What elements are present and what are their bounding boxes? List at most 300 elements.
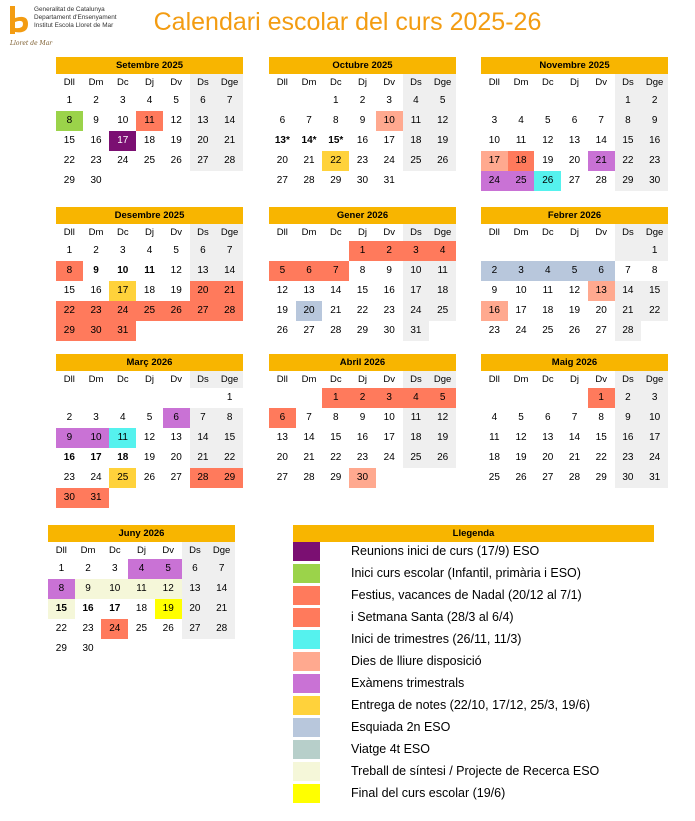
day-cell: 1 (66, 95, 73, 106)
day-cell: 15 (216, 428, 243, 448)
legend-label: Esquiada 2n ESO (351, 720, 451, 734)
day-cell: 18 (403, 428, 430, 448)
day-cell: 30 (90, 175, 102, 186)
weekday-label: Dge (641, 74, 668, 91)
weekday-label: Dv (163, 224, 190, 241)
day-cell: 28 (208, 619, 235, 639)
weekday-label: Dge (429, 224, 456, 241)
day-cell: 25 (135, 623, 148, 634)
day-cell: 12 (143, 432, 156, 443)
month-days-grid (481, 224, 668, 341)
day-cell: 21 (303, 452, 315, 463)
weekday-label: Dm (296, 74, 323, 91)
day-cell: 11 (515, 135, 527, 146)
month-days-grid (269, 224, 456, 341)
day-cell: 10 (376, 111, 403, 131)
day-cell: 2 (66, 412, 73, 423)
legend (293, 525, 654, 806)
day-cell: 10 (515, 285, 527, 296)
day-cell (588, 91, 615, 111)
month-title: Febrer 2026 (481, 207, 668, 224)
day-cell (481, 388, 508, 408)
day-cell: 26 (162, 623, 174, 634)
legend-item (293, 586, 654, 608)
weekday-label: Dll (269, 74, 296, 91)
weekday-label: Dm (75, 542, 102, 559)
day-cell: 25 (429, 301, 456, 321)
day-cell: 13* (274, 135, 290, 146)
weekday-label: Dj (136, 224, 163, 241)
day-cell: 16 (615, 428, 642, 448)
day-cell: 25 (403, 448, 430, 468)
day-cell (109, 488, 136, 508)
day-cell: 1 (349, 241, 376, 261)
day-cell (269, 91, 296, 111)
day-cell: 3 (120, 95, 126, 106)
day-cell: 5 (173, 245, 179, 256)
day-cell: 23 (63, 472, 75, 483)
legend-item (293, 542, 654, 564)
weekday-label: Ds (615, 371, 642, 388)
day-cell: 20 (542, 452, 554, 463)
day-cell: 30 (641, 171, 668, 191)
day-cell (216, 488, 243, 508)
day-cell (163, 171, 190, 191)
day-cell (561, 388, 588, 408)
day-cell: 20 (276, 452, 288, 463)
weekday-label: Dc (109, 74, 136, 91)
day-cell: 3 (376, 388, 403, 408)
month-title: Maig 2026 (481, 354, 668, 371)
day-cell: 20 (190, 131, 217, 151)
weekday-label: Dv (588, 74, 615, 91)
day-cell: 6 (163, 408, 190, 428)
day-cell: 24 (101, 619, 128, 639)
day-cell: 29 (216, 468, 243, 488)
month-calendar (56, 57, 243, 191)
day-cell: 9 (75, 579, 102, 599)
weekday-label: Dge (429, 371, 456, 388)
day-cell: 7 (322, 261, 349, 281)
day-cell (296, 241, 323, 261)
day-cell: 17 (481, 151, 508, 171)
day-cell: 24 (117, 155, 129, 166)
day-cell: 7 (208, 559, 235, 579)
weekday-label: Dj (349, 224, 376, 241)
day-cell (56, 388, 83, 408)
day-cell (136, 171, 163, 191)
day-cell: 14 (595, 135, 607, 146)
day-cell: 25 (403, 151, 430, 171)
weekday-label: Dm (508, 371, 535, 388)
day-cell: 22 (216, 448, 243, 468)
day-cell: 8 (216, 408, 243, 428)
weekday-label: Dc (534, 224, 561, 241)
day-cell (128, 639, 155, 659)
legend-swatch (293, 762, 320, 781)
weekday-label: Dc (101, 542, 128, 559)
day-cell: 24 (383, 452, 395, 463)
day-cell: 14 (615, 281, 642, 301)
day-cell: 29 (615, 171, 642, 191)
weekday-label: Ds (615, 224, 642, 241)
day-cell: 27 (276, 175, 288, 186)
day-cell: 26 (429, 151, 456, 171)
day-cell: 1 (588, 388, 615, 408)
day-cell: 24 (403, 301, 430, 321)
legend-label: Reunions inici de curs (17/9) ESO (351, 544, 540, 558)
day-cell: 1 (226, 392, 233, 403)
weekday-label: Dv (155, 542, 182, 559)
day-cell: 9 (359, 412, 366, 423)
day-cell: 24 (481, 171, 508, 191)
day-cell: 5 (429, 388, 456, 408)
day-cell: 12 (170, 115, 182, 126)
month-title: Març 2026 (56, 354, 243, 371)
month-title: Desembre 2025 (56, 207, 243, 224)
day-cell (182, 639, 209, 659)
logo-line: Generalitat de Catalunya (34, 6, 105, 13)
day-cell: 16 (481, 301, 508, 321)
day-cell: 22 (56, 301, 83, 321)
day-cell: 28 (216, 301, 243, 321)
day-cell: 23 (82, 623, 94, 634)
day-cell: 22 (641, 301, 668, 321)
weekday-label: Dj (561, 74, 588, 91)
legend-swatch (293, 696, 320, 715)
day-cell (561, 241, 588, 261)
weekday-label: Dv (163, 371, 190, 388)
day-cell: 31 (383, 175, 395, 186)
month-days-grid (56, 371, 243, 508)
day-cell: 4 (146, 95, 153, 106)
day-cell: 4 (518, 115, 524, 126)
day-cell: 12 (542, 135, 554, 146)
day-cell: 2 (641, 91, 668, 111)
legend-item (293, 696, 654, 718)
day-cell (269, 388, 296, 408)
day-cell: 19 (143, 452, 156, 463)
day-cell: 30 (82, 643, 94, 654)
day-cell: 13 (303, 285, 315, 296)
day-cell (136, 321, 163, 341)
day-cell (136, 488, 163, 508)
weekday-label: Dc (534, 74, 561, 91)
day-cell: 20 (568, 155, 581, 166)
month-calendar (269, 354, 456, 488)
weekday-label: Dm (83, 371, 110, 388)
day-cell: 28 (303, 175, 315, 186)
day-cell (136, 388, 163, 408)
legend-swatch (293, 674, 320, 693)
day-cell (561, 91, 588, 111)
weekday-label: Dge (216, 371, 243, 388)
day-cell: 8 (56, 261, 83, 281)
weekday-label: Dj (349, 74, 376, 91)
day-cell: 14 (568, 432, 581, 443)
day-cell: 9 (93, 115, 99, 126)
weekday-label: Dll (269, 224, 296, 241)
weekday-label: Dll (481, 224, 508, 241)
day-cell (508, 91, 535, 111)
day-cell: 14* (301, 135, 317, 146)
day-cell: 24 (641, 448, 668, 468)
day-cell: 29 (55, 643, 67, 654)
month-days-grid (48, 542, 235, 659)
month-days-grid (56, 74, 243, 191)
weekday-label: Dc (322, 74, 349, 91)
day-cell: 26 (568, 325, 581, 336)
month-calendar (56, 207, 243, 341)
day-cell (481, 91, 508, 111)
day-cell: 15 (63, 285, 75, 296)
day-cell: 29 (330, 175, 342, 186)
month-calendar (481, 207, 668, 341)
day-cell: 2 (93, 95, 99, 106)
day-cell (269, 241, 296, 261)
day-cell: 9 (386, 265, 392, 276)
day-cell: 27 (595, 325, 607, 336)
day-cell (109, 171, 136, 191)
weekday-label: Dge (216, 224, 243, 241)
day-cell: 1 (641, 241, 668, 261)
day-cell: 31 (403, 321, 430, 341)
day-cell: 5 (545, 115, 551, 126)
day-cell: 15 (641, 281, 668, 301)
day-cell: 5 (561, 261, 588, 281)
month-days-grid (269, 74, 456, 191)
day-cell: 11 (429, 261, 456, 281)
day-cell: 14 (216, 111, 243, 131)
day-cell: 11 (403, 111, 430, 131)
day-cell: 8 (333, 412, 339, 423)
day-cell: 16 (63, 452, 75, 463)
weekday-label: Ds (190, 74, 217, 91)
day-cell: 14 (330, 285, 342, 296)
day-cell: 4 (534, 261, 561, 281)
day-cell: 3 (120, 245, 126, 256)
legend-label: Inici de trimestres (26/11, 11/3) (351, 632, 522, 646)
legend-label: Dies de lliure disposició (351, 654, 482, 668)
day-cell: 18 (429, 281, 456, 301)
weekday-label: Ds (403, 371, 430, 388)
day-cell: 18 (403, 131, 430, 151)
weekday-label: Ds (190, 224, 217, 241)
page-title: Calendari escolar del curs 2025-26 (153, 8, 542, 36)
day-cell: 10 (641, 408, 668, 428)
month-calendar (481, 57, 668, 191)
day-cell: 19 (568, 305, 581, 316)
day-cell: 27 (568, 175, 581, 186)
day-cell: 21 (588, 151, 615, 171)
day-cell: 23 (83, 301, 110, 321)
day-cell: 28 (303, 472, 315, 483)
day-cell: 18 (508, 151, 535, 171)
day-cell: 6 (545, 412, 551, 423)
weekday-label: Dv (588, 224, 615, 241)
day-cell (615, 241, 642, 261)
day-cell: 28 (568, 472, 581, 483)
day-cell: 24 (515, 325, 527, 336)
weekday-label: Dge (641, 224, 668, 241)
day-cell: 30 (83, 321, 110, 341)
logo-signature: Lloret de Mar (10, 40, 53, 47)
day-cell: 15* (328, 135, 344, 146)
day-cell: 14 (303, 432, 315, 443)
day-cell: 17 (403, 281, 430, 301)
weekday-label: Ds (403, 224, 430, 241)
day-cell: 20 (276, 155, 288, 166)
logo-line: Institut Escola Lloret de Mar (34, 22, 114, 29)
day-cell: 15 (330, 432, 342, 443)
day-cell: 25 (136, 301, 163, 321)
weekday-label: Dv (588, 371, 615, 388)
day-cell: 17 (641, 428, 668, 448)
day-cell (534, 91, 561, 111)
day-cell: 2 (359, 95, 366, 106)
day-cell: 19 (276, 305, 288, 316)
legend-item (293, 762, 654, 784)
legend-swatch (293, 784, 320, 803)
day-cell: 2 (93, 245, 99, 256)
day-cell: 7 (306, 115, 312, 126)
day-cell: 10 (117, 265, 129, 276)
day-cell: 30 (615, 468, 642, 488)
day-cell: 18 (488, 452, 500, 463)
day-cell: 3 (641, 388, 668, 408)
day-cell: 22 (356, 305, 369, 316)
weekday-label: Dll (56, 371, 83, 388)
day-cell: 6 (279, 115, 286, 126)
day-cell: 25 (488, 472, 500, 483)
day-cell: 4 (403, 91, 430, 111)
day-cell: 8 (598, 412, 604, 423)
legend-label: Festius, vacances de Nadal (20/12 al 7/1) (351, 588, 582, 602)
day-cell (101, 639, 128, 659)
day-cell: 20 (296, 301, 323, 321)
day-cell: 15 (48, 599, 75, 619)
month-calendar (269, 57, 456, 191)
day-cell (208, 639, 235, 659)
day-cell: 1 (333, 95, 339, 106)
day-cell: 28 (190, 468, 217, 488)
month-title: Abril 2026 (269, 354, 456, 371)
legend-label: Entrega de notes (22/10, 17/12, 25/3, 19/6) (351, 698, 591, 712)
day-cell: 18 (135, 603, 148, 614)
day-cell (163, 488, 190, 508)
day-cell (190, 321, 217, 341)
day-cell: 11 (128, 579, 155, 599)
day-cell: 7 (571, 412, 578, 423)
day-cell: 29 (330, 472, 342, 483)
day-cell (429, 468, 456, 488)
day-cell: 22 (63, 155, 75, 166)
day-cell: 28 (330, 325, 342, 336)
day-cell: 25 (508, 171, 535, 191)
day-cell: 4 (491, 412, 498, 423)
legend-item (293, 564, 654, 586)
day-cell: 8 (333, 115, 339, 126)
day-cell: 18 (143, 285, 156, 296)
day-cell: 6 (571, 115, 578, 126)
day-cell: 3 (386, 95, 392, 106)
day-cell: 6 (269, 408, 296, 428)
legend-label: Exàmens trimestrals (351, 676, 465, 690)
day-cell: 15 (615, 131, 642, 151)
month-days-grid (481, 74, 668, 191)
day-cell: 1 (322, 388, 349, 408)
day-cell (163, 388, 190, 408)
day-cell: 27 (190, 151, 217, 171)
weekday-label: Dll (56, 74, 83, 91)
day-cell: 18 (143, 135, 156, 146)
day-cell: 21 (208, 599, 235, 619)
legend-item (293, 608, 654, 630)
day-cell: 3 (491, 115, 498, 126)
day-cell: 9 (359, 115, 366, 126)
day-cell: 5 (429, 91, 456, 111)
weekday-label: Dj (561, 371, 588, 388)
day-cell: 16 (356, 432, 369, 443)
day-cell: 31 (641, 468, 668, 488)
day-cell: 7 (306, 412, 312, 423)
day-cell: 16 (356, 135, 369, 146)
legend-item (293, 740, 654, 762)
day-cell: 26 (143, 472, 156, 483)
day-cell: 24 (90, 472, 102, 483)
day-cell (190, 171, 217, 191)
legend-label: Inici curs escolar (Infantil, primària i ESO) (351, 566, 581, 580)
day-cell: 15 (595, 432, 607, 443)
day-cell: 23 (90, 155, 102, 166)
day-cell (155, 639, 182, 659)
day-cell: 11 (542, 285, 553, 296)
day-cell (403, 171, 430, 191)
legend-item (293, 784, 654, 806)
day-cell: 5 (518, 412, 524, 423)
day-cell: 19 (429, 428, 456, 448)
day-cell: 2 (481, 261, 508, 281)
day-cell: 10 (101, 579, 128, 599)
day-cell: 7 (216, 241, 243, 261)
weekday-label: Dll (481, 371, 508, 388)
day-cell: 27 (542, 472, 554, 483)
day-cell: 7 (216, 91, 243, 111)
legend-label: i Setmana Santa (28/3 al 6/4) (351, 610, 514, 624)
day-cell: 12 (429, 111, 456, 131)
day-cell: 22 (595, 452, 607, 463)
weekday-label: Dm (296, 371, 323, 388)
day-cell: 12 (170, 265, 182, 276)
day-cell: 16 (90, 285, 102, 296)
day-cell: 25 (109, 468, 136, 488)
legend-swatch (293, 608, 320, 627)
day-cell (588, 241, 615, 261)
legend-swatch (293, 740, 320, 759)
day-cell: 13 (276, 432, 288, 443)
day-cell (296, 388, 323, 408)
day-cell: 30 (356, 175, 369, 186)
day-cell: 10 (117, 115, 129, 126)
day-cell: 27 (303, 325, 315, 336)
month-title: Juny 2026 (48, 525, 235, 542)
weekday-label: Dv (376, 74, 403, 91)
weekday-label: Ds (403, 74, 430, 91)
day-cell: 6 (588, 261, 615, 281)
weekday-label: Dv (376, 371, 403, 388)
day-cell: 31 (109, 321, 136, 341)
day-cell: 12 (155, 579, 182, 599)
